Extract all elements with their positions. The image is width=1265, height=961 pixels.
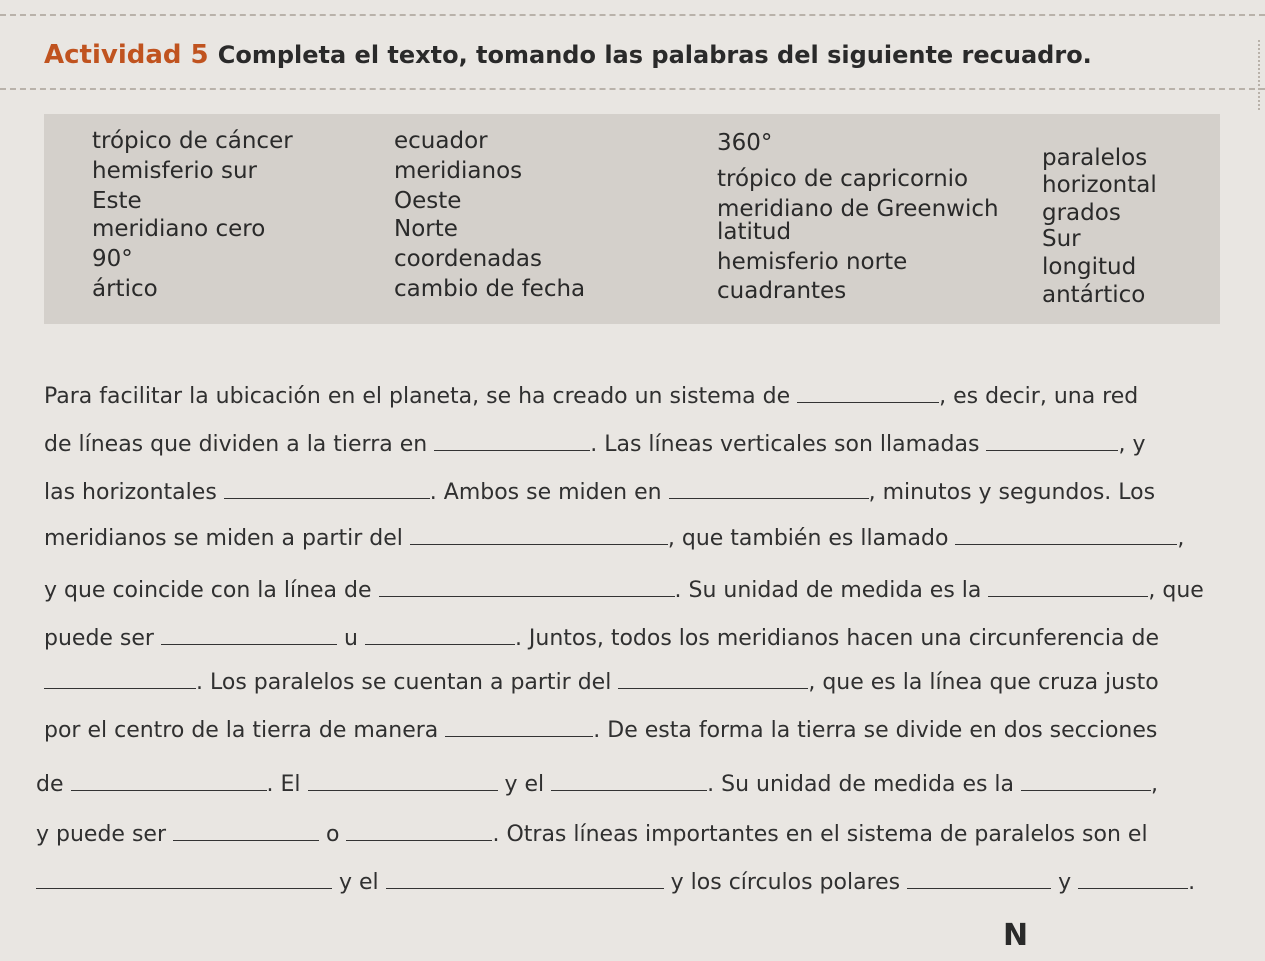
word-bank-item: cuadrantes xyxy=(717,278,847,304)
answer-blank[interactable] xyxy=(445,716,593,737)
answer-blank[interactable] xyxy=(71,770,267,791)
text-segment: por el centro de la tierra de manera xyxy=(44,718,439,743)
word-bank-item: 90° xyxy=(92,246,133,272)
word-bank-item: meridianos xyxy=(394,158,523,184)
answer-blank[interactable] xyxy=(434,430,590,451)
text-line-4 xyxy=(44,524,1184,554)
answer-blank[interactable] xyxy=(1021,770,1151,791)
word-bank-item: Sur xyxy=(1042,226,1081,252)
text-segment: meridianos se miden a partir del xyxy=(44,526,403,551)
word-bank-item: Este xyxy=(92,188,142,214)
answer-blank[interactable] xyxy=(346,820,492,841)
word-bank-item: hemisferio norte xyxy=(717,249,908,275)
text-segment: . Los paralelos se cuentan a partir del xyxy=(196,670,612,695)
text-segment: Para facilitar la ubicación en el planeta, se ha creado un sistema de xyxy=(44,384,791,409)
text-line-6 xyxy=(44,624,1159,654)
text-segment: . Las líneas verticales son llamadas xyxy=(590,432,980,457)
answer-blank[interactable] xyxy=(669,478,869,499)
text-segment: . Su unidad de medida es la xyxy=(707,772,1015,797)
text-segment: y los círculos polares xyxy=(670,870,901,895)
text-segment: . xyxy=(1188,870,1196,895)
word-bank-item: horizontal xyxy=(1042,172,1157,198)
word-bank-item: Oeste xyxy=(394,188,462,214)
text-segment: , minutos y segundos. Los xyxy=(868,480,1156,505)
text-segment: , que es la línea que cruza justo xyxy=(808,670,1159,695)
answer-blank[interactable] xyxy=(986,430,1118,451)
text-line-3 xyxy=(44,478,1155,508)
word-bank-item: ecuador xyxy=(394,128,488,154)
answer-blank[interactable] xyxy=(410,524,668,545)
text-segment: . Juntos, todos los meridianos hacen una circunferencia de xyxy=(514,626,1159,651)
text-line-1 xyxy=(44,382,1138,412)
text-line-7 xyxy=(44,668,1159,698)
answer-blank[interactable] xyxy=(379,576,675,597)
word-bank-item: longitud xyxy=(1042,254,1137,280)
text-segment: , y xyxy=(1118,432,1146,457)
text-segment: y el xyxy=(339,870,379,895)
word-bank-item: trópico de capricornio xyxy=(717,166,969,192)
text-segment: . Otras líneas importantes en el sistema de paralelos son el xyxy=(492,822,1148,847)
text-line-2 xyxy=(44,430,1145,460)
word-bank-item: grados xyxy=(1042,200,1121,226)
answer-blank[interactable] xyxy=(988,576,1148,597)
answer-blank[interactable] xyxy=(955,524,1177,545)
word-bank-item: latitud xyxy=(717,219,792,245)
word-bank-item: cambio de fecha xyxy=(394,276,586,302)
text-segment: o xyxy=(326,822,340,847)
text-line-10 xyxy=(36,820,1148,850)
text-segment: . El xyxy=(266,772,301,797)
answer-blank[interactable] xyxy=(308,770,498,791)
text-segment: y xyxy=(1058,870,1072,895)
text-segment: . Su unidad de medida es la xyxy=(674,578,982,603)
answer-blank[interactable] xyxy=(365,624,515,645)
text-segment: las horizontales xyxy=(44,480,217,505)
text-segment: , es decir, una red xyxy=(939,384,1139,409)
text-segment: , xyxy=(1177,526,1185,551)
word-bank-item: Norte xyxy=(394,216,458,242)
answer-blank[interactable] xyxy=(173,820,319,841)
text-segment: , xyxy=(1151,772,1159,797)
text-segment: de xyxy=(36,772,64,797)
answer-blank[interactable] xyxy=(551,770,707,791)
word-bank-item: coordenadas xyxy=(394,246,542,272)
text-line-11 xyxy=(36,868,1195,898)
answer-blank[interactable] xyxy=(386,868,664,889)
activity-label: Actividad 5 xyxy=(44,40,209,70)
top-dashed-divider xyxy=(0,14,1265,16)
word-bank-item: ártico xyxy=(92,276,158,302)
north-label: N xyxy=(1003,918,1029,953)
text-line-5 xyxy=(44,576,1204,606)
word-bank-box xyxy=(44,114,1220,324)
answer-blank[interactable] xyxy=(797,382,939,403)
answer-blank[interactable] xyxy=(907,868,1051,889)
text-segment: puede ser xyxy=(44,626,154,651)
word-bank-item: antártico xyxy=(1042,282,1146,308)
text-segment: . De esta forma la tierra se divide en dos secciones xyxy=(593,718,1158,743)
right-dotted-edge xyxy=(1258,40,1260,110)
answer-blank[interactable] xyxy=(36,868,332,889)
answer-blank[interactable] xyxy=(224,478,430,499)
text-segment: , que xyxy=(1148,578,1204,603)
text-segment: , que también es llamado xyxy=(667,526,949,551)
answer-blank[interactable] xyxy=(1078,868,1188,889)
text-segment: y puede ser xyxy=(36,822,166,847)
text-segment: u xyxy=(343,626,358,651)
activity-title xyxy=(44,40,1092,70)
text-line-9 xyxy=(36,770,1158,800)
text-segment: . Ambos se miden en xyxy=(429,480,662,505)
answer-blank[interactable] xyxy=(44,668,196,689)
text-line-8 xyxy=(44,716,1157,746)
word-bank-item: meridiano de Greenwich xyxy=(717,196,999,222)
answer-blank[interactable] xyxy=(618,668,808,689)
text-segment: de líneas que dividen a la tierra en xyxy=(44,432,428,457)
word-bank-item: 360° xyxy=(717,130,773,156)
title-dashed-divider xyxy=(0,88,1265,90)
word-bank-item: paralelos xyxy=(1042,145,1148,171)
answer-blank[interactable] xyxy=(161,624,337,645)
text-segment: y que coincide con la línea de xyxy=(44,578,372,603)
text-segment: y el xyxy=(504,772,545,797)
word-bank-item: hemisferio sur xyxy=(92,158,257,184)
activity-instruction: Completa el texto, tomando las palabras del siguiente recuadro. xyxy=(217,41,1092,69)
word-bank-item: meridiano cero xyxy=(92,216,266,242)
word-bank-item: trópico de cáncer xyxy=(92,128,293,154)
